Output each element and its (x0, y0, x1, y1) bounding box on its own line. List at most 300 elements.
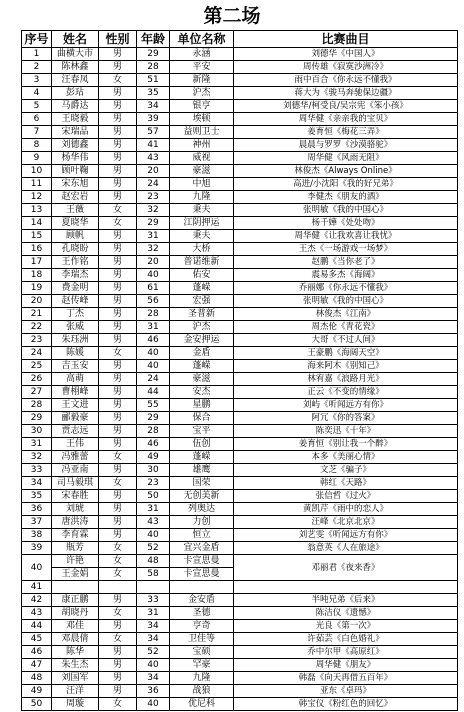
cell-song: 高进/小沈阳《我的好兄弟》 (234, 178, 458, 191)
cell-gender: 男 (99, 100, 137, 113)
cell-song: 半吨兄弟《后来》 (234, 594, 458, 607)
cell-unit: 九隆 (170, 672, 234, 685)
cell-name: 吉玉安 (52, 360, 99, 373)
table-row (22, 425, 458, 438)
table-row (22, 282, 458, 295)
table-body-part-2 (22, 594, 458, 711)
cell-gender: 男 (99, 503, 137, 516)
cell-age: 36 (137, 685, 170, 698)
table-row (22, 217, 458, 230)
cell-age: 34 (137, 672, 170, 685)
table-row (22, 74, 458, 87)
table-row (22, 438, 458, 451)
cell-song: 正云《不变的情缘》 (234, 386, 458, 399)
cell-name: 司马毅琪 (52, 477, 99, 490)
cell-name: 顾帆 (52, 230, 99, 243)
cell-age: 61 (137, 282, 170, 295)
cell-song: 王豪鹏《海阔天空》 (234, 347, 458, 360)
cell-name: 王晓毅 (52, 113, 99, 126)
cell-name: 陈华 (52, 646, 99, 659)
cell-song: 翁意英《人在旅途》 (234, 542, 458, 555)
cell-song: 刘德华《中国人》 (234, 48, 458, 61)
cell-unit: 卡宣思曼 (170, 568, 234, 581)
table-row (22, 399, 458, 412)
cell-age: 58 (137, 568, 170, 581)
cell-unit: 大桥 (170, 243, 234, 256)
cell-unit: 伍创 (170, 438, 234, 451)
cell-unit: 永涵 (170, 48, 234, 61)
cell-age: 52 (137, 542, 170, 555)
table-row (22, 542, 458, 555)
header-gender: 性别 (99, 31, 137, 48)
table-row (22, 555, 458, 568)
cell-song (234, 581, 458, 594)
cell-name: 马爵达 (52, 100, 99, 113)
cell-age: 34 (137, 620, 170, 633)
cell-no: 18 (22, 269, 52, 282)
table-row (22, 139, 458, 152)
cell-name: 曹栩峰 (52, 386, 99, 399)
cell-age: 44 (137, 386, 170, 399)
cell-name: 顾叶鞠 (52, 165, 99, 178)
table-row (22, 165, 458, 178)
table-row (22, 490, 458, 503)
cell-name: 曲横大市 (52, 48, 99, 61)
cell-name: 唐洪涛 (52, 516, 99, 529)
cell-song: 刘屿《听闻远方有你》 (234, 399, 458, 412)
table-row (22, 230, 458, 243)
cell-age: 29 (137, 217, 170, 230)
cell-gender: 男 (99, 529, 137, 542)
cell-song: 韩红《天路》 (234, 477, 458, 490)
cell-no: 31 (22, 438, 52, 451)
cell-age: 40 (137, 360, 170, 373)
cell-name: 宋瑞品 (52, 126, 99, 139)
table-row (22, 646, 458, 659)
cell-unit: 圣普新 (170, 308, 234, 321)
cell-name: 杨华伟 (52, 152, 99, 165)
cell-song: 张信哲《过火》 (234, 490, 458, 503)
table-body-groups (22, 542, 458, 594)
cell-unit: 无创美新 (170, 490, 234, 503)
table-row (22, 672, 458, 685)
cell-no: 1 (22, 48, 52, 61)
cell-song: 汪峰《北京北京》 (234, 516, 458, 529)
cell-song: 林宥嘉《浪路月光》 (234, 373, 458, 386)
cell-unit: 威视 (170, 152, 234, 165)
cell-gender: 男 (99, 334, 137, 347)
cell-name: 冯雅蕾 (52, 451, 99, 464)
cell-age: 29 (137, 48, 170, 61)
table-row (22, 308, 458, 321)
cell-age: 52 (137, 646, 170, 659)
cell-age: 32 (137, 243, 170, 256)
cell-age: 40 (137, 659, 170, 672)
cell-song: 乔丽娜《你永远不懂我》 (234, 282, 458, 295)
cell-song: 震易多杰《海阔》 (234, 269, 458, 282)
cell-song: 亚东《卓玛》 (234, 685, 458, 698)
cell-unit: 平安 (170, 61, 234, 74)
cell-gender: 男 (99, 191, 137, 204)
cell-gender: 男 (99, 178, 137, 191)
cell-gender: 男 (99, 360, 137, 373)
cell-unit: 金安押运 (170, 334, 234, 347)
cell-no: 49 (22, 685, 52, 698)
cell-song: 乔中尔甲《高原红》 (234, 646, 458, 659)
cell-gender: 男 (99, 282, 137, 295)
cell-gender: 女 (99, 555, 137, 568)
cell-age: 43 (137, 152, 170, 165)
cell-gender: 女 (99, 204, 137, 217)
cell-unit: 豪滋 (170, 373, 234, 386)
cell-age: 31 (137, 321, 170, 334)
cell-gender: 男 (99, 412, 137, 425)
table-row (22, 412, 458, 425)
cell-unit: 亨奇 (170, 620, 234, 633)
cell-no: 24 (22, 347, 52, 360)
cell-gender: 男 (99, 399, 137, 412)
table-row (22, 373, 458, 386)
cell-name: 郦毅豪 (52, 412, 99, 425)
cell-no: 17 (22, 256, 52, 269)
table-row (22, 620, 458, 633)
cell-gender: 男 (99, 490, 137, 503)
cell-age: 39 (137, 113, 170, 126)
cell-age: 48 (137, 555, 170, 568)
cell-name: 刘德鑫 (52, 139, 99, 152)
cell-unit: 宝平 (170, 425, 234, 438)
cell-song: 周华健《风雨无阻》 (234, 152, 458, 165)
cell-no: 34 (22, 477, 52, 490)
cell-unit: 战狼 (170, 685, 234, 698)
cell-song: 张明敏《我的中国心》 (234, 295, 458, 308)
cell-age: 50 (137, 490, 170, 503)
table-row (22, 191, 458, 204)
cell-age: 40 (137, 347, 170, 360)
cell-age: 35 (137, 87, 170, 100)
table-row (22, 698, 458, 711)
cell-song: 周华健《让我欢喜让我忧》 (234, 230, 458, 243)
table-row (22, 464, 458, 477)
table-row (22, 243, 458, 256)
cell-name: 邓晨倩 (52, 633, 99, 646)
cell-age: 33 (137, 594, 170, 607)
cell-no: 42 (22, 594, 52, 607)
cell-gender: 男 (99, 646, 137, 659)
cell-age: 49 (137, 451, 170, 464)
cell-no: 28 (22, 399, 52, 412)
cell-unit: 卡宣思曼 (170, 555, 234, 568)
cell-gender: 男 (99, 321, 137, 334)
cell-name: 王薇 (52, 204, 99, 217)
cell-gender (99, 581, 137, 594)
cell-song: 晨晨与罗罗《沙漠骆驼》 (234, 139, 458, 152)
cell-name: 许艳 (52, 555, 99, 568)
table-row (22, 256, 458, 269)
cell-age: 20 (137, 256, 170, 269)
table-row (22, 477, 458, 490)
cell-gender: 男 (99, 152, 137, 165)
cell-gender: 男 (99, 139, 137, 152)
table-row (22, 204, 458, 217)
cell-no: 14 (22, 217, 52, 230)
cell-no: 47 (22, 659, 52, 672)
cell-no: 50 (22, 698, 52, 711)
cell-song: 本多《美丽心情》 (234, 451, 458, 464)
cell-no: 23 (22, 334, 52, 347)
cell-no: 40 (22, 555, 52, 581)
cell-song: 姜育恒《梅花三弄》 (234, 126, 458, 139)
cell-song: 邓丽君《夜来香》 (234, 555, 458, 581)
cell-unit: 国荣 (170, 477, 234, 490)
cell-age: 56 (137, 295, 170, 308)
cell-no: 9 (22, 152, 52, 165)
cell-age: 55 (137, 399, 170, 412)
cell-unit: 秉夫 (170, 204, 234, 217)
cell-no: 6 (22, 113, 52, 126)
cell-unit: 九隆 (170, 191, 234, 204)
cell-no: 26 (22, 373, 52, 386)
cell-gender: 男 (99, 386, 137, 399)
cell-gender: 女 (99, 633, 137, 646)
cell-unit: 蓬嵘 (170, 360, 234, 373)
cell-no: 43 (22, 607, 52, 620)
table-row (22, 685, 458, 698)
header-no: 序号 (22, 31, 52, 48)
cell-song: 海来阿木《别知己》 (234, 360, 458, 373)
table-row (22, 87, 458, 100)
cell-name: 李瑞杰 (52, 269, 99, 282)
cell-gender: 男 (99, 61, 137, 74)
table-row (22, 321, 458, 334)
cell-song: 陈奕迅《十年》 (234, 425, 458, 438)
table-row (22, 269, 458, 282)
cell-unit: 恒立 (170, 529, 234, 542)
cell-age: 57 (137, 126, 170, 139)
header-unit: 单位名称 (170, 31, 234, 48)
cell-no: 35 (22, 490, 52, 503)
cell-gender: 男 (99, 425, 137, 438)
table-row (22, 659, 458, 672)
cell-name: 陈林鑫 (52, 61, 99, 74)
cell-gender: 女 (99, 477, 137, 490)
cell-name: 张威 (52, 321, 99, 334)
cell-gender: 男 (99, 126, 137, 139)
cell-age: 31 (137, 607, 170, 620)
cell-gender: 女 (99, 217, 137, 230)
cell-gender: 男 (99, 48, 137, 61)
table-row (22, 516, 458, 529)
cell-gender: 女 (99, 607, 137, 620)
cell-gender: 女 (99, 568, 137, 581)
cell-unit: 蓬嵘 (170, 451, 234, 464)
header-song: 比赛曲目 (234, 31, 458, 48)
cell-no: 44 (22, 620, 52, 633)
cell-unit: 豪滋 (170, 165, 234, 178)
cell-unit: 佑安 (170, 269, 234, 282)
cell-unit: 金安盾 (170, 594, 234, 607)
cell-no: 20 (22, 295, 52, 308)
cell-gender: 女 (99, 451, 137, 464)
cell-unit: 列奥达 (170, 503, 234, 516)
table-row (22, 607, 458, 620)
table-row (22, 178, 458, 191)
cell-name: 康正鹏 (52, 594, 99, 607)
cell-song: 大哥《不过人间》 (234, 334, 458, 347)
cell-age: 40 (137, 529, 170, 542)
cell-unit: 圣德 (170, 607, 234, 620)
table-row (22, 581, 458, 594)
cell-song: 林俊杰《Always Online》 (234, 165, 458, 178)
cell-gender: 男 (99, 464, 137, 477)
cell-name: 刘琥 (52, 503, 99, 516)
cell-song: 李健杰《朋友的酒》 (234, 191, 458, 204)
table-header-row (22, 31, 458, 48)
cell-no: 37 (22, 516, 52, 529)
cell-gender: 女 (99, 74, 137, 87)
cell-age: 23 (137, 191, 170, 204)
table-row (22, 347, 458, 360)
cell-song: 周华健《朋友》 (234, 659, 458, 672)
cell-no: 41 (22, 581, 52, 594)
cell-gender: 男 (99, 373, 137, 386)
cell-unit: 蓬嵘 (170, 282, 234, 295)
cell-gender: 男 (99, 165, 137, 178)
cell-no: 15 (22, 230, 52, 243)
cell-name: 朱生杰 (52, 659, 99, 672)
cell-gender: 男 (99, 659, 137, 672)
cell-unit: 普诺维新 (170, 256, 234, 269)
cell-no: 2 (22, 61, 52, 74)
table-row (22, 386, 458, 399)
cell-no: 45 (22, 633, 52, 646)
cell-unit: 金盾 (170, 347, 234, 360)
cell-no: 8 (22, 139, 52, 152)
header-age: 年龄 (137, 31, 170, 48)
cell-gender: 男 (99, 308, 137, 321)
cell-gender: 男 (99, 438, 137, 451)
cell-gender: 男 (99, 113, 137, 126)
cell-gender: 男 (99, 87, 137, 100)
cell-age: 46 (137, 334, 170, 347)
cell-no: 25 (22, 360, 52, 373)
cell-song: 黄凯芹《雨中的恋人》 (234, 503, 458, 516)
cell-name: 孔晓盼 (52, 243, 99, 256)
cell-unit: 沪杰 (170, 87, 234, 100)
cell-name: 王作铭 (52, 256, 99, 269)
cell-gender: 男 (99, 230, 137, 243)
cell-name: 汪春凤 (52, 74, 99, 87)
cell-age: 29 (137, 412, 170, 425)
cell-name: 王文进 (52, 399, 99, 412)
cell-song: 韩宝仪《粉红色的回忆》 (234, 698, 458, 711)
cell-age: 32 (137, 204, 170, 217)
cell-gender: 男 (99, 594, 137, 607)
table-row (22, 334, 458, 347)
cell-name: 贾志远 (52, 425, 99, 438)
cell-no: 12 (22, 191, 52, 204)
cell-age: 24 (137, 178, 170, 191)
cell-name: 赵传峰 (52, 295, 99, 308)
cell-unit: 宜兴金盾 (170, 542, 234, 555)
cell-unit: 雄鹰 (170, 464, 234, 477)
cell-song: 刘艺雯《听闻远方有你》 (234, 529, 458, 542)
table-row (22, 503, 458, 516)
cell-name: 宋春胜 (52, 490, 99, 503)
cell-name: 邓佳 (52, 620, 99, 633)
cell-age: 28 (137, 308, 170, 321)
cell-name: 陈媛 (52, 347, 99, 360)
cell-unit: 沪杰 (170, 321, 234, 334)
cell-age: 31 (137, 230, 170, 243)
cell-no: 10 (22, 165, 52, 178)
cell-no: 30 (22, 425, 52, 438)
cell-age: 34 (137, 100, 170, 113)
cell-song: 周华健《亲亲我的宝贝》 (234, 113, 458, 126)
cell-unit: 新隆 (170, 74, 234, 87)
table-row (22, 360, 458, 373)
cell-no: 29 (22, 412, 52, 425)
cell-age: 40 (137, 269, 170, 282)
cell-gender: 男 (99, 256, 137, 269)
cell-age: 34 (137, 633, 170, 646)
cell-song: 文芝《骗子》 (234, 464, 458, 477)
cell-name (52, 581, 99, 594)
cell-no: 11 (22, 178, 52, 191)
cell-name: 王金娟 (52, 568, 99, 581)
table-row (22, 633, 458, 646)
cell-gender: 女 (99, 347, 137, 360)
cell-song: 杨千嬅《处处吻》 (234, 217, 458, 230)
cell-age: 23 (137, 477, 170, 490)
cell-name: 汪洋 (52, 685, 99, 698)
table-row (22, 451, 458, 464)
cell-no: 36 (22, 503, 52, 516)
cell-name: 彭玷 (52, 87, 99, 100)
cell-no: 39 (22, 542, 52, 555)
header-name: 姓名 (52, 31, 99, 48)
cell-unit: 银亨 (170, 100, 234, 113)
cell-name: 瓶芳 (52, 542, 99, 555)
cell-gender: 男 (99, 243, 137, 256)
table-row (22, 152, 458, 165)
cell-age: 41 (137, 139, 170, 152)
cell-name: 胡晓丹 (52, 607, 99, 620)
cell-no: 33 (22, 464, 52, 477)
cell-unit: 保合 (170, 412, 234, 425)
table-row (22, 126, 458, 139)
cell-gender: 男 (99, 295, 137, 308)
table-row (22, 113, 458, 126)
cell-age: 51 (137, 74, 170, 87)
cell-no: 13 (22, 204, 52, 217)
cell-name: 王伟 (52, 438, 99, 451)
cell-unit (170, 581, 234, 594)
cell-age: 28 (137, 425, 170, 438)
cell-unit: 江阴押运 (170, 217, 234, 230)
cell-name: 费金明 (52, 282, 99, 295)
cell-song: 姜育恒《别让我一个醉》 (234, 438, 458, 451)
cell-gender: 男 (99, 516, 137, 529)
contestant-table (21, 30, 458, 711)
cell-unit: 神州 (170, 139, 234, 152)
cell-no: 16 (22, 243, 52, 256)
cell-name: 周璇 (52, 698, 99, 711)
cell-gender: 男 (99, 620, 137, 633)
table-row (22, 529, 458, 542)
cell-unit: 星鹏 (170, 399, 234, 412)
cell-age: 30 (137, 464, 170, 477)
